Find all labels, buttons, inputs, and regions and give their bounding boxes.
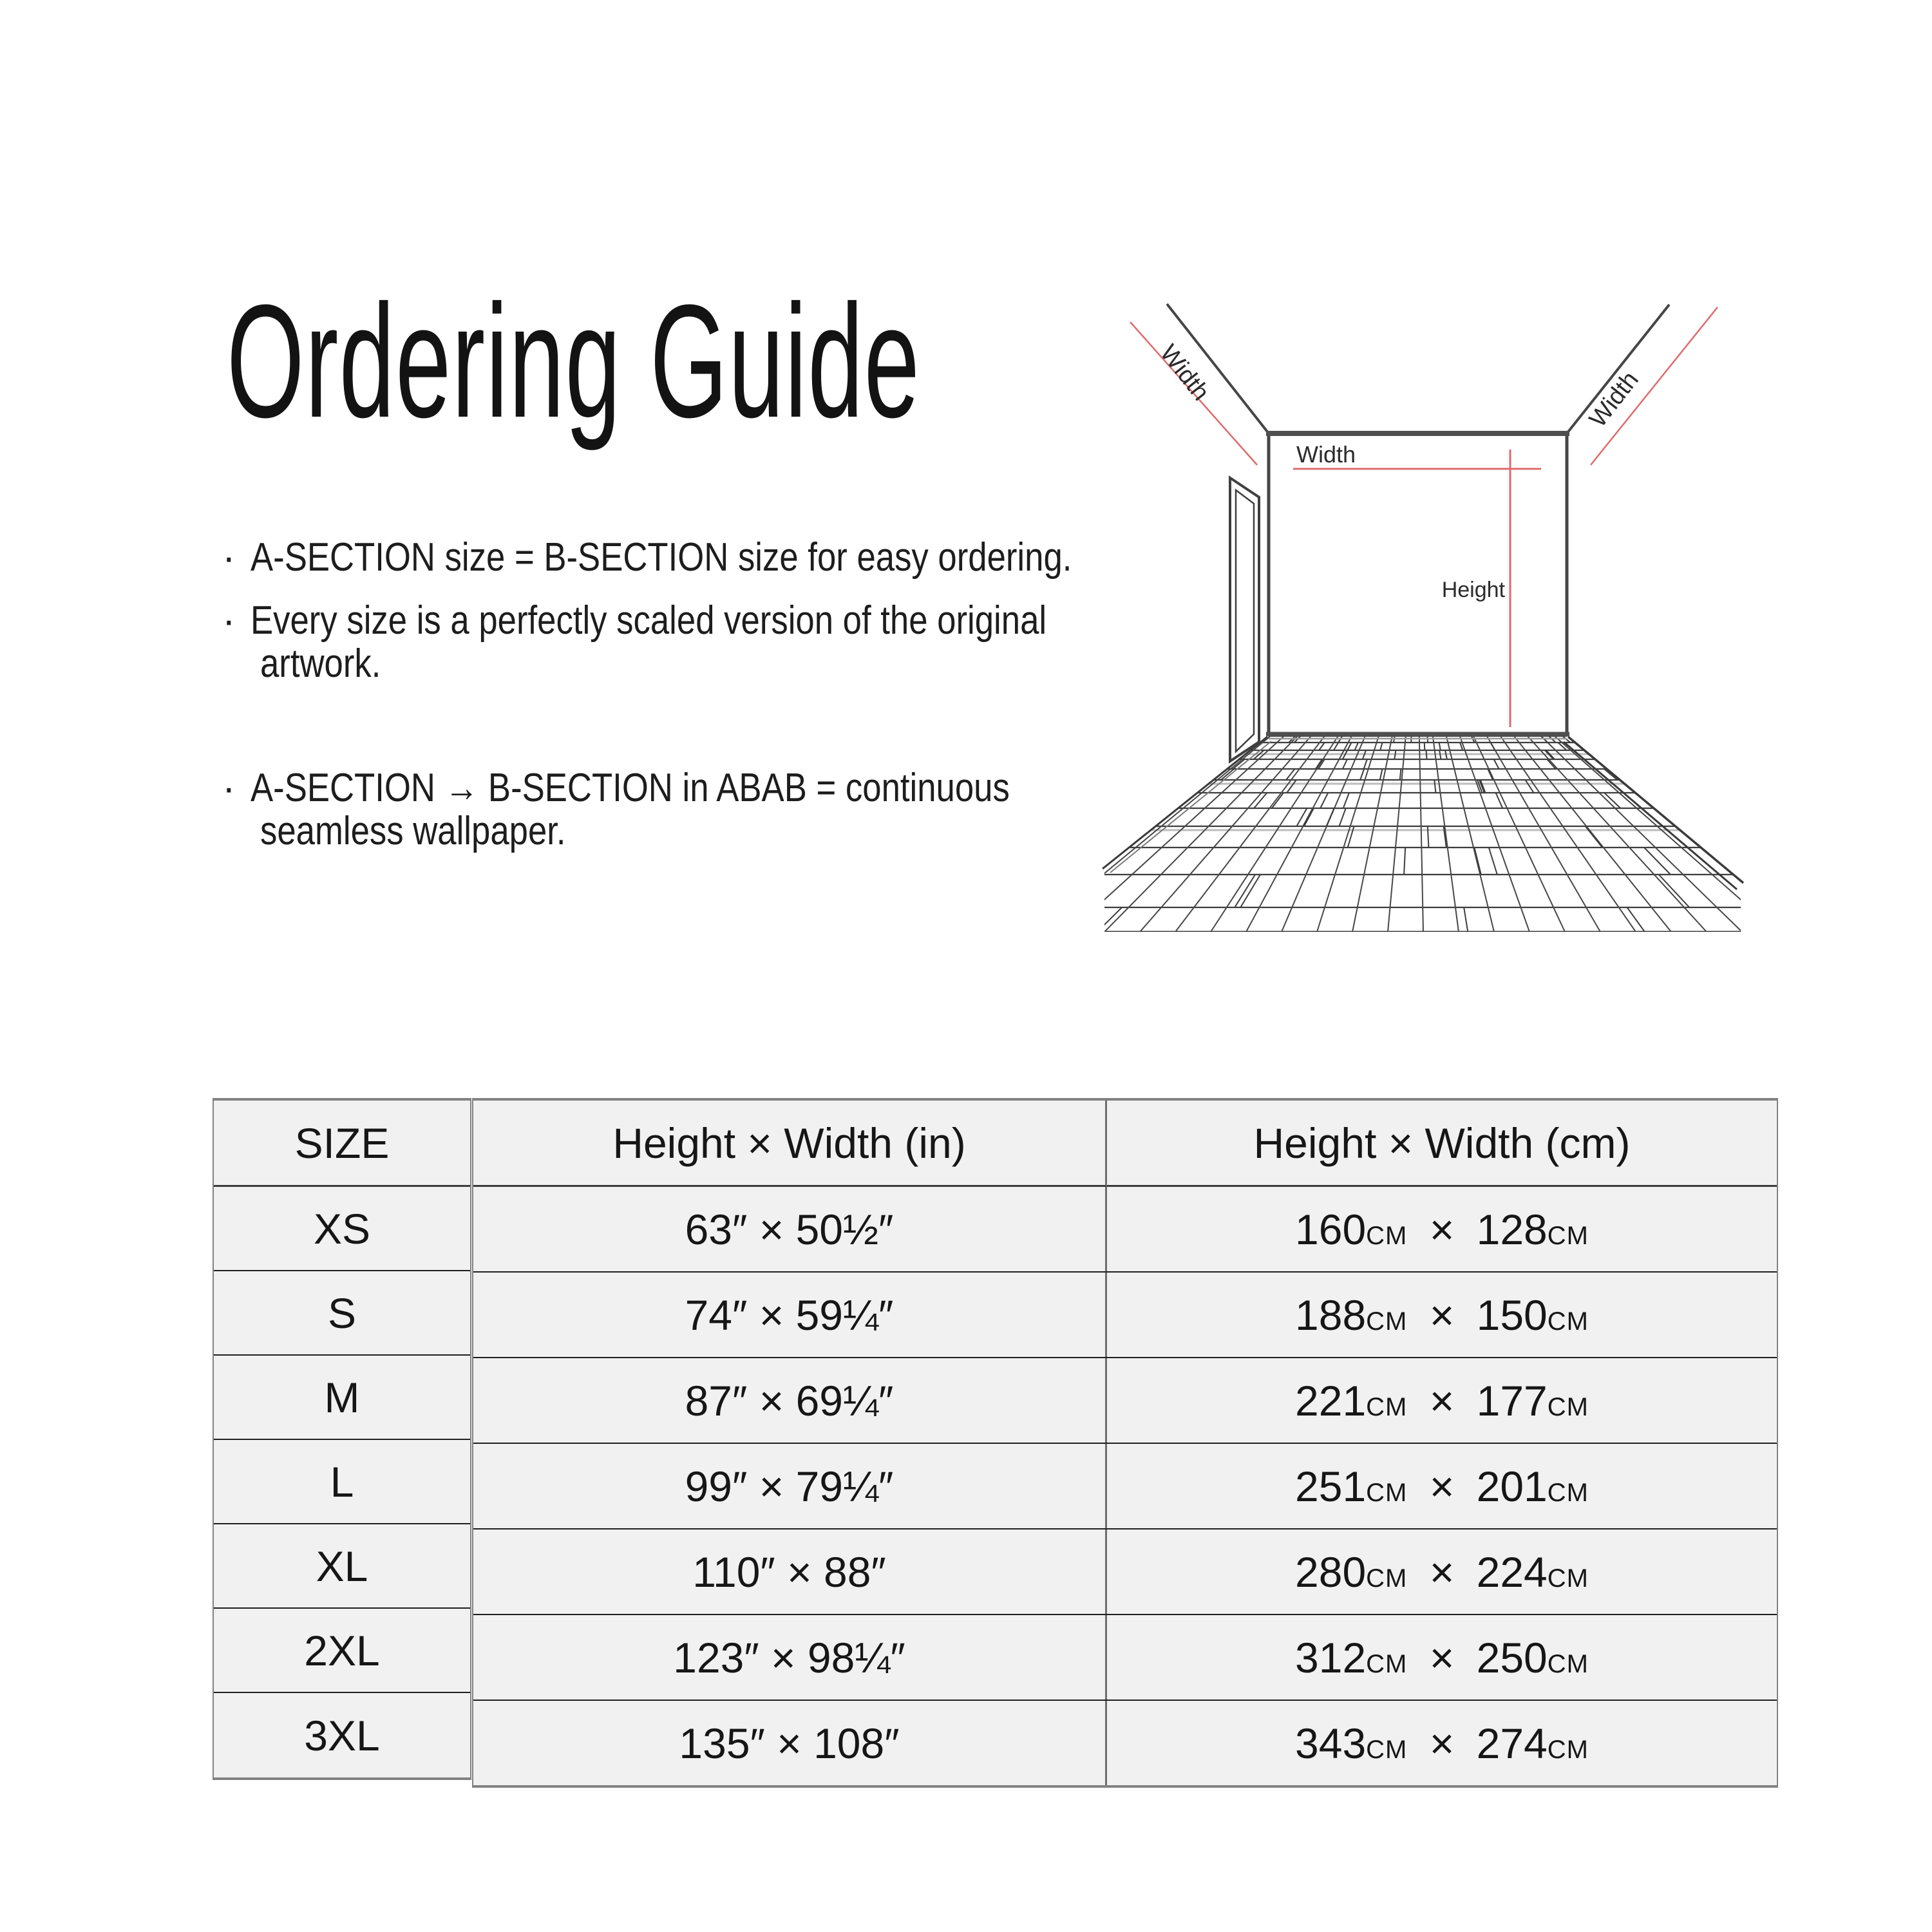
table-row: [473, 1530, 1777, 1615]
bullet-item-1: [222, 536, 1217, 579]
bullet-item-2: [222, 599, 1187, 685]
cm-cell: [1107, 1273, 1777, 1357]
cm-width-value: 177: [1476, 1376, 1548, 1425]
cm-unit: CM: [1547, 1221, 1589, 1250]
bullet-text: [251, 766, 1144, 853]
cm-height-value: 280: [1295, 1548, 1367, 1596]
inches-cell: 87″ × 69¼″: [473, 1358, 1107, 1443]
cm-header-cell: Height × Width (cm): [1107, 1101, 1777, 1187]
page-title: Ordering Guide: [227, 271, 921, 451]
table-row: [473, 1701, 1777, 1785]
table-body: [473, 1187, 1777, 1785]
cm-width-value: 250: [1476, 1633, 1548, 1681]
inches-cell: 63″ × 50½″: [473, 1187, 1107, 1271]
cm-height-value: 188: [1295, 1291, 1367, 1339]
table-row: [473, 1358, 1777, 1444]
cm-width-value: 201: [1476, 1462, 1548, 1510]
size-cell: 3XL: [214, 1693, 470, 1777]
dimensions-table: [472, 1098, 1778, 1788]
cm-cell: [1107, 1187, 1777, 1271]
cm-cell: [1107, 1615, 1777, 1700]
times-separator: ×: [1417, 1376, 1466, 1425]
times-separator: ×: [1417, 1719, 1466, 1767]
width-label-backwall: Width: [1296, 441, 1356, 468]
cm-unit: CM: [1366, 1478, 1408, 1507]
table-row: [473, 1187, 1777, 1273]
bullet-line: artwork.: [260, 641, 381, 686]
room-diagram: [1095, 277, 1784, 960]
cm-height-value: 160: [1295, 1205, 1367, 1253]
size-header-cell: SIZE: [214, 1101, 470, 1187]
cm-unit: CM: [1366, 1735, 1408, 1764]
inches-cell: 123″ × 98¼″: [473, 1615, 1107, 1700]
times-separator: ×: [1417, 1205, 1466, 1253]
cm-unit: CM: [1547, 1735, 1589, 1764]
table-row: [473, 1615, 1777, 1701]
times-separator: ×: [1417, 1633, 1466, 1681]
bullet-marker: ·: [222, 535, 236, 580]
times-separator: ×: [1417, 1291, 1466, 1339]
bullet-line: A-SECTION size = B-SECTION size for easy ordering.: [251, 535, 1072, 580]
cm-unit: CM: [1366, 1564, 1408, 1593]
cm-height-value: 312: [1295, 1633, 1367, 1681]
inches-cell: 74″ × 59¼″: [473, 1273, 1107, 1357]
cm-unit: CM: [1547, 1307, 1589, 1336]
cm-height-value: 343: [1295, 1719, 1367, 1767]
cm-width-value: 128: [1476, 1205, 1548, 1253]
bullet-text: [251, 536, 1217, 579]
cm-unit: CM: [1547, 1564, 1589, 1593]
cm-width-value: 274: [1476, 1719, 1548, 1767]
cm-width-value: 150: [1476, 1291, 1548, 1339]
table-header-row: [473, 1101, 1777, 1187]
size-cell: M: [214, 1356, 470, 1440]
cm-unit: CM: [1366, 1307, 1408, 1336]
table-row: [473, 1444, 1777, 1530]
size-cell: XL: [214, 1524, 470, 1609]
cm-width-value: 224: [1476, 1548, 1548, 1596]
floor-tile-pattern: [1095, 736, 1784, 932]
cm-cell: [1107, 1701, 1777, 1785]
size-rows: [214, 1187, 470, 1777]
size-cell: 2XL: [214, 1609, 470, 1693]
cm-unit: CM: [1547, 1478, 1589, 1507]
bullet-marker: ·: [222, 598, 236, 643]
door: [1230, 478, 1259, 761]
bullet-item-3: [222, 766, 1144, 853]
cm-unit: CM: [1547, 1649, 1589, 1678]
bullet-line: Every size is a perfectly scaled version of the original: [251, 598, 1047, 643]
table-row: [473, 1273, 1777, 1358]
size-cell: L: [214, 1440, 470, 1524]
width-label-left-wall: Width: [1154, 339, 1215, 406]
inches-cell: 99″ × 79¼″: [473, 1444, 1107, 1528]
size-table: [213, 1098, 471, 1780]
cm-unit: CM: [1547, 1392, 1589, 1421]
times-separator: ×: [1417, 1462, 1466, 1510]
height-label: Height: [1441, 578, 1505, 602]
size-cell: XS: [214, 1187, 470, 1271]
cm-height-value: 221: [1295, 1376, 1367, 1425]
times-separator: ×: [1417, 1548, 1466, 1596]
width-label-right-wall: Width: [1584, 366, 1644, 433]
cm-height-value: 251: [1295, 1462, 1367, 1510]
inches-cell: 110″ × 88″: [473, 1530, 1107, 1614]
bullet-marker: ·: [222, 766, 236, 810]
bullet-line: seamless wallpaper.: [260, 809, 566, 853]
cm-unit: CM: [1366, 1392, 1408, 1421]
bullet-line: A-SECTION → B-SECTION in ABAB = continuous: [251, 766, 1010, 810]
cm-unit: CM: [1366, 1649, 1408, 1678]
inches-header-cell: Height × Width (in): [473, 1101, 1107, 1187]
cm-cell: [1107, 1358, 1777, 1443]
cm-cell: [1107, 1530, 1777, 1614]
size-cell: S: [214, 1271, 470, 1356]
cm-unit: CM: [1366, 1221, 1408, 1250]
bullet-text: [251, 599, 1187, 685]
inches-cell: 135″ × 108″: [473, 1701, 1107, 1785]
cm-cell: [1107, 1444, 1777, 1528]
